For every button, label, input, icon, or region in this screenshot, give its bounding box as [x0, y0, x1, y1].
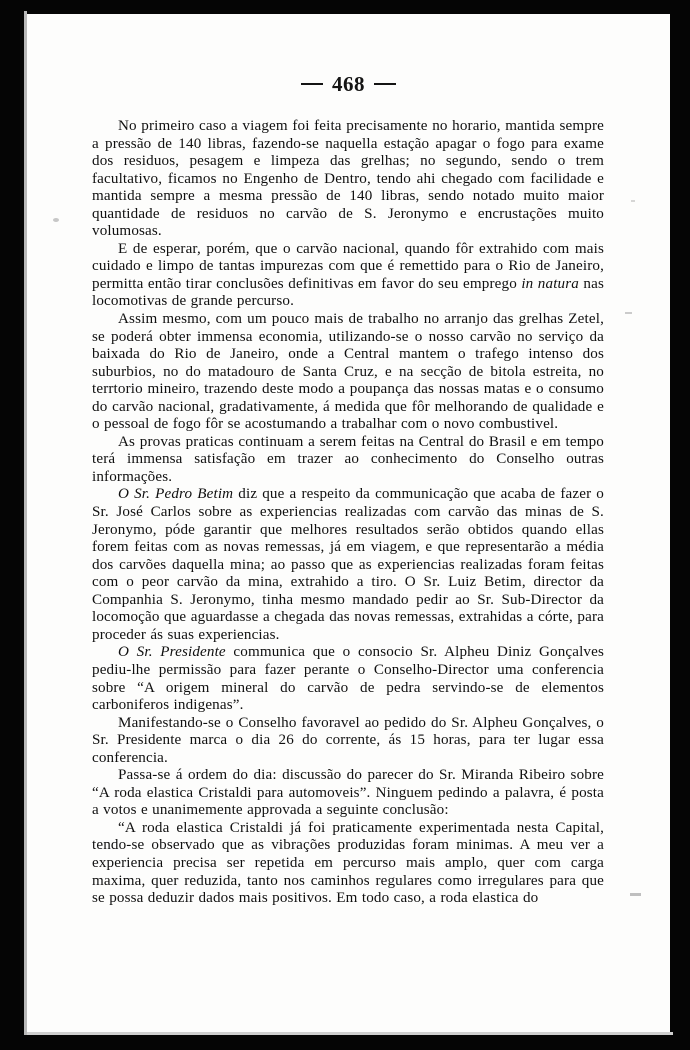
- scan-dash-right-margin-lower: [630, 893, 641, 896]
- scan-speck-left-margin: [53, 218, 59, 222]
- page-content-area: [27, 14, 670, 1032]
- body-text-block: [92, 118, 604, 908]
- speaker-name-pedro-betim: O Sr. Pedro Betim: [118, 486, 234, 503]
- paragraph-9: “A roda elastica Cristaldi já foi praticamente experimentada nesta Capital, tendo-se observado que as vibrações produzidas foram minimas. A meu ver a experiencia precisa ser repetida em percurso mais amplo, quer com carga maxima, quer reduzida, tanto nos caminhos regulares como irregulares para que se possa deduzir dados mais positivos. Em todo caso, a roda elastica do: [92, 819, 604, 907]
- speaker-name-presidente: O Sr. Presidente: [118, 644, 226, 661]
- paragraph-2-text-before: E de esperar, porém, que o carvão nacional, quando fôr extrahido com mais cuidado e limpo de tantas impurezas com que é remettido para o Rio de Janeiro, permitta então tirar conclusões definitivas em favor do seu emprego: [92, 240, 604, 292]
- folio-rule-left-icon: [301, 83, 323, 85]
- paragraph-8: Passa-se á ordem do dia: discussão do parecer do Sr. Miranda Ribeiro sobre “A roda elastica Cristaldi para automoveis”. Ninguem pedindo a palavra, é posta a votos e unanimemente approvada a seguinte conclusão:: [92, 767, 604, 819]
- paragraph-2: [92, 241, 604, 311]
- paragraph-5: [92, 486, 604, 644]
- paragraph-6: [92, 644, 604, 714]
- scanned-page-sheet: [27, 14, 670, 1032]
- page-number: 468: [332, 72, 365, 96]
- paragraph-6-text: communica que o consocio Sr. Alpheu Diniz Gonçalves pediu-lhe permissão para fazer perante o Conselho-Director uma conferencia sobre “A origem mineral do carvão de pedra servindo-se de elementos carboniferos indigenas”.: [92, 644, 604, 714]
- scan-speck-upper-right: [631, 200, 635, 202]
- paragraph-5-text: diz que a respeito da communicação que acaba de fazer o Sr. José Carlos sobre as experiencias realizadas com carvão das minas de S. Jeronymo, póde garantir que melhores resultados serão obtidos quando ellas forem feitas com as novas remessas, já em viagem, e que representarão a média dos carvões daquella mina; ao passo que as experiencias realizadas foram feitas com o peor carvão da mina, extrahido a tiro. O Sr. Luiz Betim, director da Companhia S. Jeronymo, tinha mesmo mandado pedir ao Sr. Sub-Director da locomoção que aguardasse a chegada das novas remessas, extrahidas a córte, para proceder ás suas experiencias.: [92, 486, 604, 643]
- paragraph-1: No primeiro caso a viagem foi feita precisamente no horario, mantida sempre a pressão de 140 libras, fazendo-se naquella estação apagar o fogo para exame dos residuos, pesagem e limpeza das grelhas; no segundo, sendo o trem facultativo, ficamos no Engenho de Dentro, tendo ahi chegado com facilidade e mantida sempre a mesma pressão de 140 libras, sendo notado muito maior quantidade de residuos no carvão de S. Jeronymo e encrustações muito volumosas.: [92, 118, 604, 240]
- paragraph-4: As provas praticas continuam a serem feitas na Central do Brasil e em tempo terá immensa satisfação em trazer ao conhecimento do Conselho outras informações.: [92, 433, 604, 485]
- scan-dash-right-margin: [625, 312, 632, 314]
- page-number-folio: [27, 72, 670, 97]
- paragraph-2-italic-term: in natura: [521, 275, 579, 292]
- paragraph-3: Assim mesmo, com um pouco mais de trabalho no arranjo das grelhas Zetel, se poderá obter immensa economia, utilizando-se o nosso carvão no serviço da baixada do Rio de Janeiro, onde a Central mantem o trafego intenso dos suburbios, no do matadouro de Santa Cruz, e na secção de bitola estreita, no terrtorio mineiro, trazendo deste modo a poupança das nossas matas e o consumo do carvão nacional, gradativamente, á medida que fôr melhorando de qualidade e o pessoal de fogo fôr se acostumando a trabalhar com o novo combustivel.: [92, 311, 604, 433]
- folio-rule-right-icon: [374, 83, 396, 85]
- paragraph-7: Manifestando-se o Conselho favoravel ao pedido do Sr. Alpheu Gonçalves, o Sr. Presidente marca o dia 26 do corrente, ás 15 horas, para ter lugar essa conferencia.: [92, 714, 604, 766]
- paragraph-2-text-after: nas locomotivas de grande percurso.: [92, 275, 604, 310]
